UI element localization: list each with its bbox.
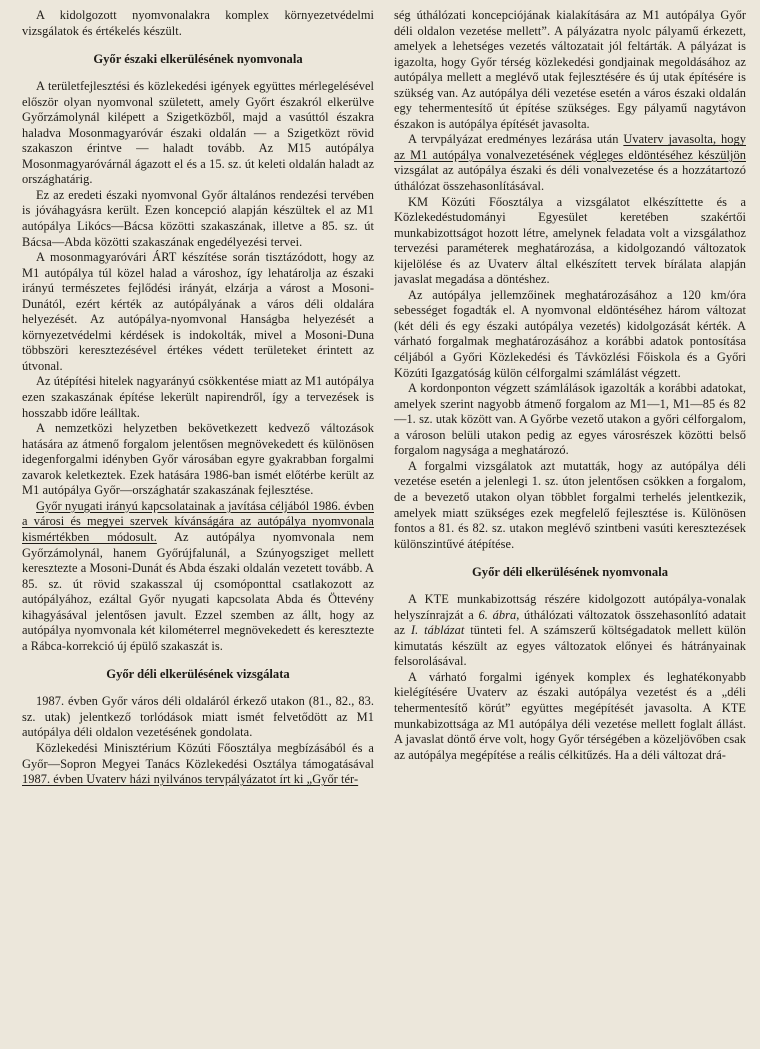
paragraph: A mosonmagyaróvári ÁRT készítése során tisztázódott, hogy az M1 autópálya túl közel halad a városhoz, így lehatárolja az északi irányú természetes fejlődési irányát, elzárja a várost a Mosoni-Dunától, ezért kérték az autópályának a város déli oldalára helyezését. Az autópálya-nyomvonal Hanságba helyezését a környezetvédelmi kérdések is indokolták, mivel a Mosoni-Duna többszöri keresztezésével értékes védett területeket érintett az útvonal. (22, 250, 374, 373)
paragraph-text: vizsgálat az autópálya északi és déli vonalvezetése és a hozzátartozó úthálózat összehasonlításával. (394, 163, 746, 194)
paragraph: 1987. évben Győr város déli oldaláról érkező utakon (81., 82., 83. sz. utak) jelentkező torlódások miatt ismét felvetődött az M1 autópálya déli oldalon vezetésének gondolata. (22, 694, 374, 740)
paragraph-text: tünteti fel. A számszerű költségadatok mellett külön kimutatás készült az egyes változatok előnyei és hátrányainak felsorolásával. (394, 623, 746, 669)
table-reference: I. táblázat (410, 623, 465, 638)
heading-south-bypass-study: Győr déli elkerülésének vizsgálata (106, 667, 290, 682)
paragraph-text: Az autópálya nyomvonala nem Győrzámolynál, hanem Győrújfalunál, a Szúnyogsziget mellett keresztezte a Mosoni-Dunát és Abda északi oldalán vezetett tovább. A 85. sz. út rövid szakasszal új csomóponttal csatlakozott az autópályához, ezáltal Győr nyugati kapcsolata Abda és Öttevény kihagyásával jelentősen javult. Ezzel szemben az állt, hogy az autópálya nyomvonala két kilométerrel megnövekedett és keresztezte a Rábca-korrekció új épülő szakaszát is. (22, 529, 374, 653)
paragraph: A várható forgalmi igények komplex és leghatékonyabb kielégítésére Uvaterv az északi autópálya vezetést és a „déli tehermentesítő körút” együttes megépítését javasolta. A KTE munkabizottsága az M1 autópálya déli vezetése mellett foglalt állást. A javaslat döntő érve volt, hogy Győr térségében a közeljövőben csak az autópálya megépítése a reális célkitűzés. Ha a déli változat drá- (394, 669, 746, 762)
paragraph (394, 132, 746, 194)
paragraph (22, 499, 374, 654)
underlined-text: 1987. évben Uvaterv házi nyilvános tervpályázatot írt ki „Győr tér- (22, 772, 359, 787)
paragraph: Ez az eredeti északi nyomvonal Győr általános rendezési tervében is jóváhagyásra került. Ezen koncepció alapján készültek el az M1 autópálya Likócs—Bácsa közötti szakaszának, illetve a 85. sz. út Bácsa—Abda közötti szakaszának engedélyezési tervei. (22, 187, 374, 249)
paragraph: KM Közúti Főosztálya a vizsgálatot elkészíttette és a Közlekedéstudományi Egyesület keretében szakértői munkabizottságot hozott létre, amelynek feladata volt a vizsgálathoz tervezési paraméterek meghatározása, a kidolgozandó változatok kijelölése és az Uvaterv által elkészített tervek bírálata alapján javaslat megadása a döntéshez. (394, 194, 746, 287)
paragraph-text: Közlekedési Minisztérium Közúti Főosztálya megbízásából és a Győr—Sopron Megyei Tanács Közlekedési Osztálya támogatásával (22, 740, 374, 771)
right-column (394, 8, 746, 1049)
intro-paragraph: A kidolgozott nyomvonalakra komplex környezetvédelmi vizsgálatok és értékelés készült. (22, 8, 374, 38)
paragraph-text: A KTE munkabizottság részére kidolgozott autópálya-vonalak helyszínrajzát a (394, 592, 746, 622)
left-column (22, 8, 374, 1049)
paragraph: A nemzetközi helyzetben bekövetkezett kedvező változások hatására az átmenő forgalom jelentősen megnövekedett és különösen idegenforgalmi idényben Győr városában egyre gyakrabban forgalmi zavarok keletkeztek. Ezek hatására 1986-ban ismét előtérbe került az M1 autópálya Győr—országhatár szakaszának fejlesztése. (22, 421, 374, 498)
paragraph: A kordonponton végzett számlálások igazolták a korábbi adatokat, amelyek szerint nagyobb átmenő forgalom az M1—1, M1—85 és 82—1. sz. utak között van. A Győrbe vezető utakon a győri célforgalom, a városon belüli utakon pedig az egyes városrészek közötti belső forgalom nagysága a meghatározó. (394, 381, 746, 458)
paragraph (22, 741, 374, 788)
paragraph (394, 592, 746, 670)
paragraph: Az útépítési hitelek nagyarányú csökkentése miatt az M1 autópálya ezen szakaszának építése lekerült napirendről, így a tervezések is hosszabb időre leálltak. (22, 374, 374, 420)
underlined-text: Uvaterv javasolta, hogy az M1 autópálya vonalvezetésének végleges eldöntéséhez készüljön (394, 132, 746, 162)
heading-south-bypass-route: Győr déli elkerülésének nyomvonala (471, 565, 669, 580)
heading-north-bypass-route: Győr északi elkerülésének nyomvonala (93, 52, 303, 67)
underlined-text: Győr nyugati irányú kapcsolatainak a javítása céljából 1986. évben a városi és megyei szervek kívánságára az autópálya nyomvonala kismértékben módosult. (22, 498, 374, 544)
paragraph-text: A tervpályázat eredményes lezárása után (408, 132, 624, 147)
paragraph: A forgalmi vizsgálatok azt mutatták, hogy az autópálya déli vezetése esetén a jelenlegi 1. sz. úton jelentősen csökken a forgalom, de a bevezető utakon olyan többlet forgalmi terhelés jelentkezik, amelyek miatt szükséges ezek megfelelő fejlesztése is. Különösen fontos a 81. és 82. sz. utakon meglévő szintbeni vasúti keresztezések különszintűvé átépítése. (394, 458, 746, 551)
figure-reference: 6. ábra (478, 607, 517, 622)
paragraph-text: , úthálózati változatok összehasonlító adatait az (394, 607, 746, 638)
paragraph: Az autópálya jellemzőinek meghatározásához a 120 km/óra sebességet fogadták el. A nyomvonal eldöntéséhez három változat (két déli és egy északi autópálya vezetés) kidolgozását kérték. A várható forgalmak meghatározásához a korábbi adatok pontosítása céljából a Győri Közlekedési és Távközlési Főiskola és a Győri Közúti Igazgatóság külön célforgalmi számlálást végzett. (394, 287, 746, 380)
paragraph: A területfejlesztési és közlekedési igények együttes mérlegelésével először olyan nyomvonal született, amely Győrt északról elkerülve Győrzámolynál kilépett a Szigetközből, majd a vasúttól északra haladva Mosonmagyaróvár északi oldalán — a Szigetközt rövid szakaszon érintve — haladt tovább. Az M15 autópálya Mosonmagyaróvárnál ágazott el és a 15. sz. út keleti oldalán haladt az országhatárig. (22, 79, 374, 187)
paragraph: ség úthálózati koncepciójának kialakítására az M1 autópálya Győr déli oldalon vezetése mellett”. A pályázatra nyolc pályamű érkezett, amelyek a lehetséges vezetés változatait jól feltárták. A pályázat is igazolta, hogy Győr térség közlekedési gondjainak megoldásához az autópálya mellett a meglévő utak fejlesztésére és új utak építésére is szükség van. Az autópálya déli vezetése esetén a város északi oldalán egy tehermentesítő út építése szükséges. Egy pályamű nagytávon északon is autópálya építését javasolta. (394, 8, 746, 131)
